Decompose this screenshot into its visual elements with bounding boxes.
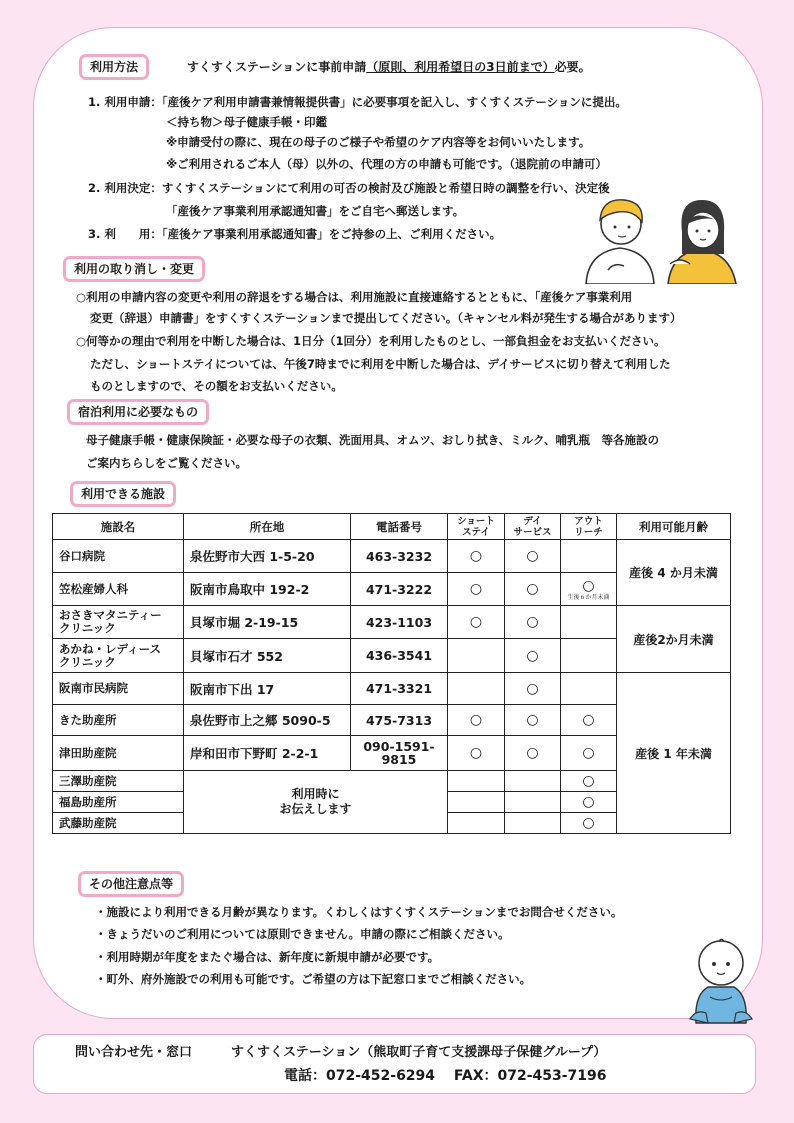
usage-line: ※申請受付の際に、現在の母子のご様子や希望のケア内容等をお伺いいたします。	[166, 135, 591, 149]
table-row	[53, 540, 731, 573]
facility-name: 福島助産所	[53, 792, 184, 813]
day-service-mark: ○	[505, 573, 561, 606]
consultation-illustration	[578, 192, 738, 284]
months-cell: 産後 4 か月未満	[617, 540, 731, 606]
contact-label: 問い合わせ先・窓口	[75, 1045, 193, 1060]
outreach-empty	[561, 606, 617, 639]
man-figure	[586, 200, 654, 284]
short-stay-empty	[448, 792, 505, 813]
stay-line: 母子健康手帳・健康保険証・必要な母子の衣類、洗面用具、オムツ、おしり拭き、ミルク、哺乳瓶 等各施設の	[86, 433, 660, 447]
day-service-mark: ○	[505, 639, 561, 673]
facility-phone: 423-1103	[351, 606, 448, 639]
short-stay-mark: ○	[448, 705, 505, 736]
facility-name: 三澤助産院	[53, 771, 184, 792]
header-months: 利用可能月齢	[617, 514, 731, 540]
short-stay-mark: ○	[448, 573, 505, 606]
usage-intro-text: すくすくステーションに事前申請	[187, 60, 367, 74]
header-day-1: デイ	[523, 515, 542, 527]
facility-name-line2: クリニック	[59, 621, 116, 635]
header-phone: 電話番号	[351, 514, 448, 540]
notes-line: ・きょうだいのご利用については原則できません。申請の際にご相談ください。	[95, 927, 510, 941]
cancel-line: ものとしますので、その額をお支払いください。	[90, 379, 343, 393]
cancel-line: ○利用の申請内容の変更や利用の辞退をする場合は、利用施設に直接連絡するとともに、「産後ケア事業利用	[76, 290, 633, 304]
facility-phone-line1: 090-1591-	[363, 739, 435, 754]
months-cell: 産後2か月未満	[617, 606, 731, 673]
outreach-mark: ○	[561, 813, 617, 834]
day-service-mark: ○	[505, 736, 561, 771]
outreach-note: 生後６か月未満	[567, 593, 610, 601]
facility-address: 貝塚市石才 552	[184, 639, 351, 673]
short-stay-empty	[448, 673, 505, 705]
header-address: 所在地	[184, 514, 351, 540]
cancel-line: 変更（辞退）申請書」をすくすくステーションまで提出してください。（キャンセル料が発生する場合があります）	[90, 311, 682, 325]
facility-name	[53, 606, 184, 639]
facility-phone: 436-3541	[351, 639, 448, 673]
table-header-row	[53, 514, 731, 540]
usage-line: 3. 利 用：「産後ケア事業利用承認通知書」をご持参の上、ご利用ください。	[88, 227, 502, 241]
usage-intro-end: 必要。	[554, 60, 591, 74]
months-cell: 産後 1 年未満	[617, 673, 731, 834]
contact-box	[33, 1034, 756, 1094]
short-stay-empty	[448, 639, 505, 673]
day-service-empty	[505, 771, 561, 792]
day-service-empty	[505, 792, 561, 813]
short-stay-mark: ○	[448, 606, 505, 639]
outreach-empty	[561, 639, 617, 673]
outreach-mark: ○	[561, 736, 617, 771]
facilities-badge: 利用できる施設	[70, 481, 176, 507]
outreach-empty	[561, 540, 617, 573]
header-short-2: ステイ	[462, 526, 490, 538]
usage-line: 1. 利用申請：「産後ケア利用申請書兼情報提供書」に必要事項を記入し、すくすくステーションに提出。	[88, 95, 627, 109]
facility-name-line2: クリニック	[59, 654, 116, 669]
header-short-stay	[448, 514, 505, 540]
usage-intro-note: （原則、利用希望日の3日前まで）	[366, 60, 555, 74]
facility-phone: 463-3232	[351, 540, 448, 573]
day-service-mark: ○	[505, 705, 561, 736]
short-stay-mark: ○	[448, 540, 505, 573]
day-service-mark: ○	[505, 673, 561, 705]
facility-phone: 471-3321	[351, 673, 448, 705]
stay-line: ご案内ちらしをご覧ください。	[86, 456, 247, 470]
outreach-empty	[561, 673, 617, 705]
table-row	[53, 673, 731, 705]
header-short-1: ショート	[457, 515, 495, 527]
header-outreach	[561, 514, 617, 540]
notes-line: ・町外、府外施設での利用も可能です。ご希望の方は下記窓口までご相談ください。	[95, 972, 532, 986]
short-stay-empty	[448, 813, 505, 834]
facility-address: 阪南市下出 17	[184, 673, 351, 705]
outreach-mark: ○	[561, 705, 617, 736]
facility-address: 泉佐野市上之郷 5090-5	[184, 705, 351, 736]
facility-address: 阪南市鳥取中 192-2	[184, 573, 351, 606]
facility-phone: 471-3222	[351, 573, 448, 606]
facility-name	[53, 639, 184, 673]
facility-name: 谷口病院	[53, 540, 184, 573]
header-day-service	[505, 514, 561, 540]
header-out-2: リーチ	[574, 526, 603, 538]
contact-on-use-line2: お伝えします	[279, 802, 352, 816]
header-out-1: アウト	[574, 515, 603, 527]
facility-address: 泉佐野市大西 1-5-20	[184, 540, 351, 573]
stay-badge: 宿泊利用に必要なもの	[67, 399, 209, 425]
notes-badge: その他注意点等	[78, 871, 184, 897]
facility-name: 笠松産婦人科	[53, 573, 184, 606]
usage-badge: 利用方法	[79, 54, 149, 80]
contact-name: すくすくステーション（熊取町子育て支援課母子保健グループ）	[231, 1045, 607, 1060]
facility-phone	[351, 736, 448, 771]
cancel-line: ○何等かの理由で利用を中断した場合は、1日分（1回分）を利用したものとし、一部負担金をお支払いください。	[76, 334, 666, 348]
outreach-mark: ○	[561, 792, 617, 813]
day-service-mark: ○	[505, 540, 561, 573]
contact-on-use	[184, 771, 448, 834]
facility-name: きた助産所	[53, 705, 184, 736]
facility-phone: 475-7313	[351, 705, 448, 736]
facility-name: 阪南市民病院	[53, 673, 184, 705]
facility-address: 岸和田市下野町 2-2-1	[184, 736, 351, 771]
usage-line: 「産後ケア事業利用承認通知書」をご自宅へ郵送します。	[166, 204, 465, 218]
facility-name: 津田助産院	[53, 736, 184, 771]
usage-intro	[187, 59, 591, 75]
usage-line: ※ご利用されるご本人（母）以外の、代理の方の申請も可能です。（退院前の申請可）	[166, 157, 608, 171]
outreach-cell	[561, 573, 617, 606]
short-stay-empty	[448, 771, 505, 792]
table-row	[53, 606, 731, 639]
notes-line: ・利用時期が年度をまたぐ場合は、新年度に新規申請が必要です。	[95, 950, 440, 964]
usage-line: ＜持ち物＞母子健康手帳・印鑑	[166, 115, 327, 129]
contact-on-use-line1: 利用時に	[291, 787, 340, 801]
cancel-badge: 利用の取り消し・変更	[63, 256, 205, 282]
outreach-mark: ○	[561, 771, 617, 792]
baby-illustration	[686, 935, 756, 1027]
facility-address: 貝塚市堀 2-19-15	[184, 606, 351, 639]
facility-name: 武藤助産院	[53, 813, 184, 834]
day-service-empty	[505, 813, 561, 834]
facilities-table	[52, 513, 731, 834]
usage-line: 2. 利用決定：すくすくステーションにて利用の可否の検討及び施設と希望日時の調整を行い、決定後	[88, 181, 610, 195]
short-stay-mark: ○	[448, 736, 505, 771]
header-name: 施設名	[53, 514, 184, 540]
cancel-line: ただし、ショートステイについては、午後7時までに利用を中断した場合は、デイサービスに切り替えて利用した	[90, 357, 671, 371]
contact-phone: 電話：072-452-6294 FAX：072-453-7196	[284, 1068, 607, 1084]
facility-phone-line2: 9815	[381, 752, 417, 767]
outreach-mark: ○	[582, 577, 595, 594]
notes-line: ・施設により利用できる月齢が異なります。くわしくはすくすくステーションまでお問合せください。	[95, 905, 623, 919]
woman-figure	[668, 200, 736, 284]
day-service-mark: ○	[505, 606, 561, 639]
facility-name-line1: おさきマタニティー	[59, 608, 162, 622]
header-day-2: サービス	[513, 526, 552, 538]
facility-name-line1: あかね・レディース	[59, 641, 162, 656]
